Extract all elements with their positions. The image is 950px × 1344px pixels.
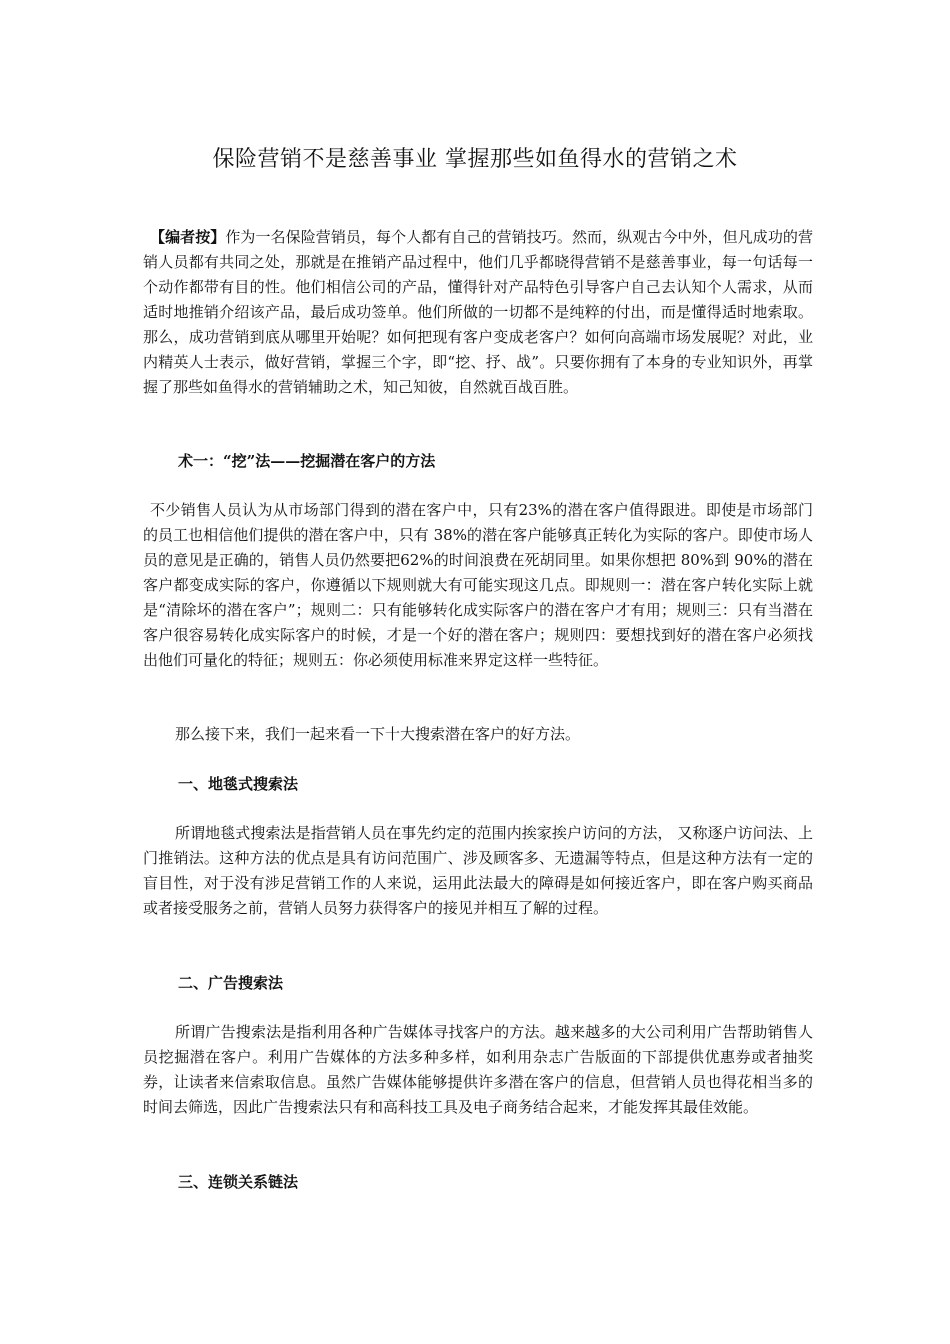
editor-note-label: 【编者按】: [150, 228, 226, 246]
method-heading-2: 二、广告搜索法: [178, 974, 284, 992]
method-heading-3: 三、连锁关系链法: [178, 1173, 299, 1191]
transition-paragraph: 那么接下来，我们一起来看一下十大搜索潜在客户的好方法。: [175, 725, 581, 743]
method-paragraph-2: 所谓广告搜索法是指利用各种广告媒体寻找客户的方法。越来越多的大公司利用广告帮助销售人员挖掘潜在客户。利用广告媒体的方法多种多样，如利用杂志广告版面的下部提供优惠券或者抽奖券，让读者来信索取信息。虽然广告媒体能够提供许多潜在客户的信息，但营销人员也得花相当多的时间去筛选，因此广告搜索法只有和高科技工具及电子商务结合起来，才能发挥其最佳效能。: [143, 1023, 813, 1116]
method-paragraph-1: 所谓地毯式搜索法是指营销人员在事先约定的范围内挨家挨户访问的方法， 又称逐户访问法、上门推销法。这种方法的优点是具有访问范围广、涉及顾客多、无遗漏等特点，但是这种方法有一定的盲目性，对于没有涉足营销工作的人来说，运用此法最大的障碍是如何接近客户，即在客户购买商品或者接受服务之前，营销人员努力获得客户的接见并相互了解的过程。: [143, 824, 813, 917]
section-paragraph-dig: 不少销售人员认为从市场部门得到的潜在客户中，只有23%的潜在客户值得跟进。即使是市场部门的员工也相信他们提供的潜在客户中，只有 38%的潜在客户能够真正转化为实际的客户。即使市场人员的意见是正确的，销售人员仍然要把62%的时间浪费在死胡同里。如果你想把 80%到 90%的潜在客户都变成实际的客户，你遵循以下规则就大有可能实现这几点。即规则一：潜在客户转化实际上就是“清除坏的潜在客户”；规则二：只有能够转化成实际客户的潜在客户才有用；规则三：只有当潜在客户很容易转化成实际客户的时候，才是一个好的潜在客户；规则四：要想找到好的潜在客户必须找出他们可量化的特征；规则五：你必须使用标准来界定这样一些特征。: [143, 501, 813, 669]
editor-note-paragraph: [143, 225, 813, 400]
section-heading-dig: 术一：“挖”法——挖掘潜在客户的方法: [178, 452, 436, 470]
editor-note-text: 作为一名保险营销员，每个人都有自己的营销技巧。然而，纵观古今中外，但凡成功的营销人员都有共同之处，那就是在推销产品过程中，他们几乎都晓得营销不是慈善事业，每一句话每一个动作都带有目的性。他们相信公司的产品，懂得针对产品特色引导客户自己去认知个人需求，从而适时地推销介绍该产品，最后成功签单。他们所做的一切都不是纯粹的付出，而是懂得适时地索取。那么，成功营销到底从哪里开始呢？如何把现有客户变成老客户？如何向高端市场发展呢？对此，业内精英人士表示，做好营销，掌握三个字，即“挖、抒、战”。只要你拥有了本身的专业知识外，再掌握了那些如鱼得水的营销辅助之术，知己知彼，自然就百战百胜。: [143, 228, 813, 396]
method-heading-1: 一、地毯式搜索法: [178, 775, 299, 793]
document-title: 保险营销不是慈善事业 掌握那些如鱼得水的营销之术: [212, 147, 738, 172]
